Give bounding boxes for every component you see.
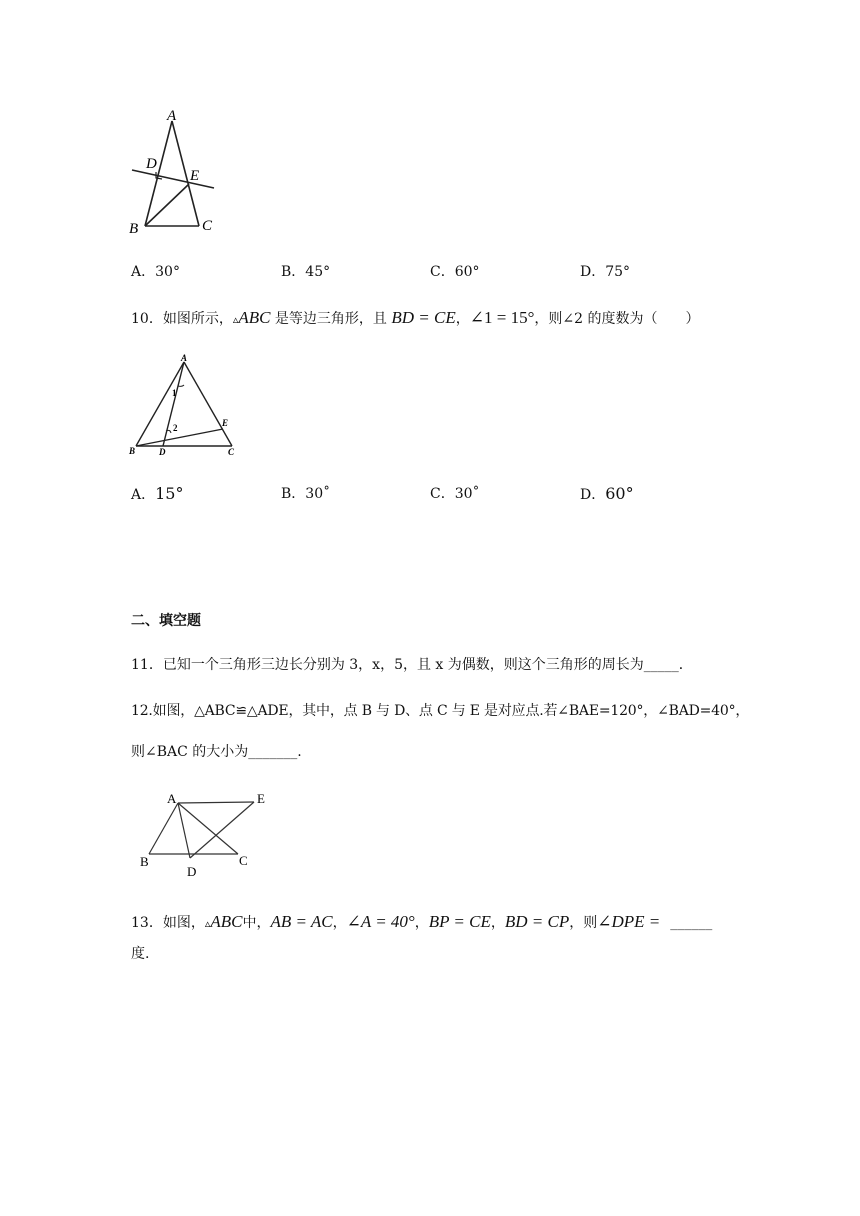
q12-label-d: D — [187, 864, 197, 879]
q9-figure — [126, 106, 226, 236]
q10-label-b: B — [129, 446, 136, 456]
section-title: 二、填空题 — [131, 613, 201, 629]
q13-line1: 13．如图，▵ABC中，AB = AC，∠A = 40°，BP = CE，BD = CP，则∠DPE = ______ — [131, 912, 713, 931]
q12-label-c: C — [239, 853, 248, 868]
q10-option-d: D．60° — [580, 484, 634, 503]
q11-text: 11．已知一个三角形三边长分别为 3，x，5，且 x 为偶数，则这个三角形的周长为_____． — [131, 657, 693, 673]
q9-option-a: A．30° — [131, 264, 180, 280]
q10-option-b: B．30˚ — [281, 486, 331, 502]
q9-label-a: A — [167, 108, 177, 124]
q12-line1: 12.如图，△ABC≌△ADE，其中，点 B 与 D、点 C 与 E 是对应点.若∠BAE=120°，∠BAD=40°， — [131, 703, 750, 719]
q9-label-c: C — [202, 218, 213, 234]
q10-label-e: E — [222, 418, 229, 428]
q9-option-c: C．60° — [430, 264, 480, 280]
q10-option-c: C．30˚ — [430, 486, 480, 502]
q9-label-b: B — [129, 221, 139, 236]
q9-option-b: B．45° — [281, 264, 331, 280]
q12-line2: 则∠BAC 的大小为_______. — [131, 744, 302, 760]
q10-label-2: 2 — [173, 423, 178, 433]
q9-label-e: E — [190, 168, 200, 184]
q10-label-a: A — [181, 353, 188, 363]
q12-label-b: B — [140, 854, 149, 869]
q10-stem: 10．如图所示，▵ABC 是等边三角形，且 BD = CE，∠1 = 15°，则∠2 的度数为（ ） — [131, 308, 700, 327]
q10-figure — [126, 352, 238, 458]
q9-option-d: D．75° — [580, 264, 631, 280]
q13-line2: 度. — [131, 946, 150, 962]
q10-label-c: C — [228, 447, 235, 457]
q9-label-d: D — [146, 156, 157, 172]
q10-label-d: D — [159, 447, 166, 457]
q10-option-a: A．15° — [131, 484, 184, 503]
q12-label-a: A — [167, 791, 177, 806]
q12-figure — [136, 786, 276, 882]
q12-label-e: E — [257, 791, 265, 806]
q10-label-1: 1 — [172, 388, 177, 398]
